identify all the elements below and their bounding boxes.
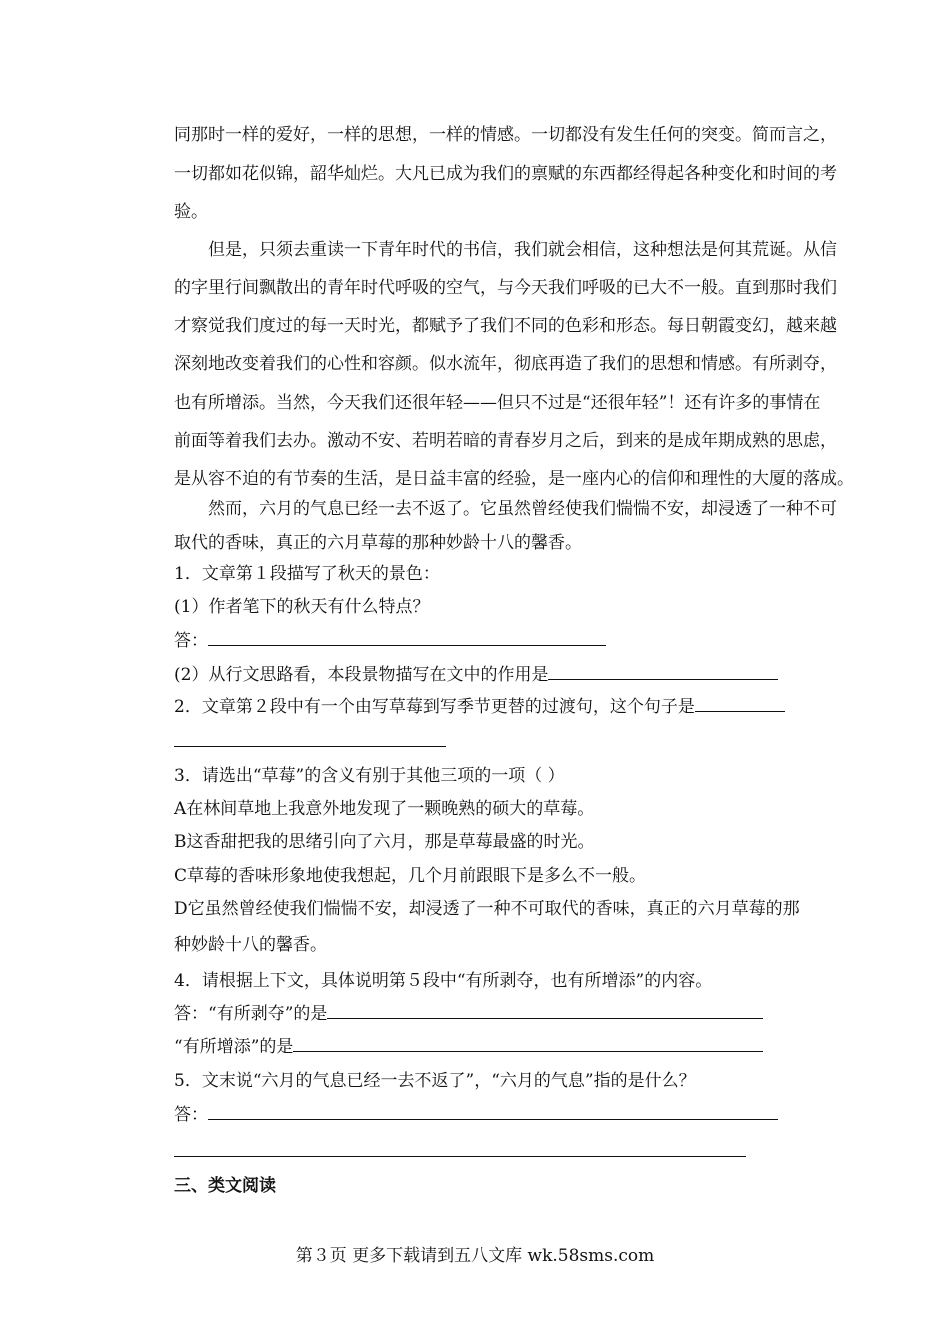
answer-line xyxy=(174,1033,763,1060)
question-1-2-text: (2）从行文思路看，本段景物描写在文中的作用是 xyxy=(174,665,549,685)
option-a: A在林间草地上我意外地发现了一颗晚熟的硕大的草莓。 xyxy=(174,799,595,819)
answer-blank[interactable] xyxy=(695,693,785,712)
passage-line: 同那时一样的爱好，一样的思想，一样的情感。一切都没有发生任何的突变。简而言之， xyxy=(174,125,837,145)
answer-blank[interactable] xyxy=(548,661,778,680)
question-2-text: 2．文章第２段中有一个由写草莓到写季节更替的过渡句，这个句子是 xyxy=(174,697,695,717)
option-d: D它虽然曾经使我们惴惴不安，却浸透了一种不可取代的香味，真正的六月草莓的那 xyxy=(174,899,800,919)
answer-4b-label: “有所增添”的是 xyxy=(174,1037,294,1057)
section-heading: 三、类文阅读 xyxy=(174,1176,276,1196)
answer-line xyxy=(174,1101,778,1128)
answer-line xyxy=(174,1000,763,1027)
passage-line: 的字里行间飘散出的青年时代呼吸的空气，与今天我们呼吸的已大不一般。直到那时我们 xyxy=(174,278,837,298)
passage-line: 一切都如花似锦，韶华灿烂。大凡已成为我们的禀赋的东西都经得起各种变化和时间的考 xyxy=(174,164,837,184)
answer-blank[interactable] xyxy=(293,1033,763,1052)
answer-blank[interactable] xyxy=(174,1156,746,1157)
question-5: 5．文末说“六月的气息已经一去不返了”，“六月的气息”指的是什么？ xyxy=(174,1071,696,1091)
passage-line: 前面等着我们去办。激动不安、若明若暗的青春岁月之后，到来的是成年期成熟的思虑， xyxy=(174,431,837,451)
passage-line: 但是，只须去重读一下青年时代的书信，我们就会相信，这种想法是何其荒诞。从信 xyxy=(208,240,837,260)
page-footer: 第３页 更多下载请到五八文库 wk.58sms.com xyxy=(295,1246,655,1266)
question-1: 1．文章第１段描写了秋天的景色： xyxy=(174,564,440,584)
passage-line: 然而，六月的气息已经一去不返了。它虽然曾经使我们惴惴不安，却浸透了一种不可 xyxy=(208,499,837,519)
passage-line: 深刻地改变着我们的心性和容颜。似水流年，彻底再造了我们的思想和情感。有所剥夺， xyxy=(174,354,837,374)
answer-blank[interactable] xyxy=(174,746,446,747)
question-2 xyxy=(174,693,785,720)
question-4: 4．请根据上下文，具体说明第５段中“有所剥夺，也有所增添”的内容。 xyxy=(174,971,713,991)
passage-line: 才察觉我们度过的每一天时光，都赋予了我们不同的色彩和形态。每日朝霞变幻，越来越 xyxy=(174,316,837,336)
answer-line xyxy=(174,627,606,654)
passage-line: 是从容不迫的有节奏的生活，是日益丰富的经验，是一座内心的信仰和理性的大厦的落成。 xyxy=(174,469,854,489)
answer-4a-label: 答：“有所剥夺”的是 xyxy=(174,1004,328,1024)
option-b: B这香甜把我的思绪引向了六月，那是草莓最盛的时光。 xyxy=(174,832,595,852)
question-1-2 xyxy=(174,661,778,688)
answer-blank[interactable] xyxy=(208,1101,778,1120)
answer-prefix: 答： xyxy=(174,631,208,651)
passage-line: 取代的香味，真正的六月草莓的那种妙龄十八的馨香。 xyxy=(174,533,582,553)
question-1-1: (1）作者笔下的秋天有什么特点？ xyxy=(174,597,430,617)
passage-line: 也有所增添。当然，今天我们还很年轻——但只不过是“还很年轻”！还有许多的事情在 xyxy=(174,393,821,413)
answer-blank[interactable] xyxy=(327,1000,763,1019)
answer-blank[interactable] xyxy=(208,627,606,646)
passage-line: 验。 xyxy=(174,202,208,222)
answer-prefix: 答： xyxy=(174,1105,208,1125)
question-3: 3．请选出“草莓”的含义有别于其他三项的一项（ ） xyxy=(174,766,565,786)
option-d-cont: 种妙龄十八的馨香。 xyxy=(174,935,327,955)
option-c: C草莓的香味形象地使我想起，几个月前跟眼下是多么不一般。 xyxy=(174,866,647,886)
